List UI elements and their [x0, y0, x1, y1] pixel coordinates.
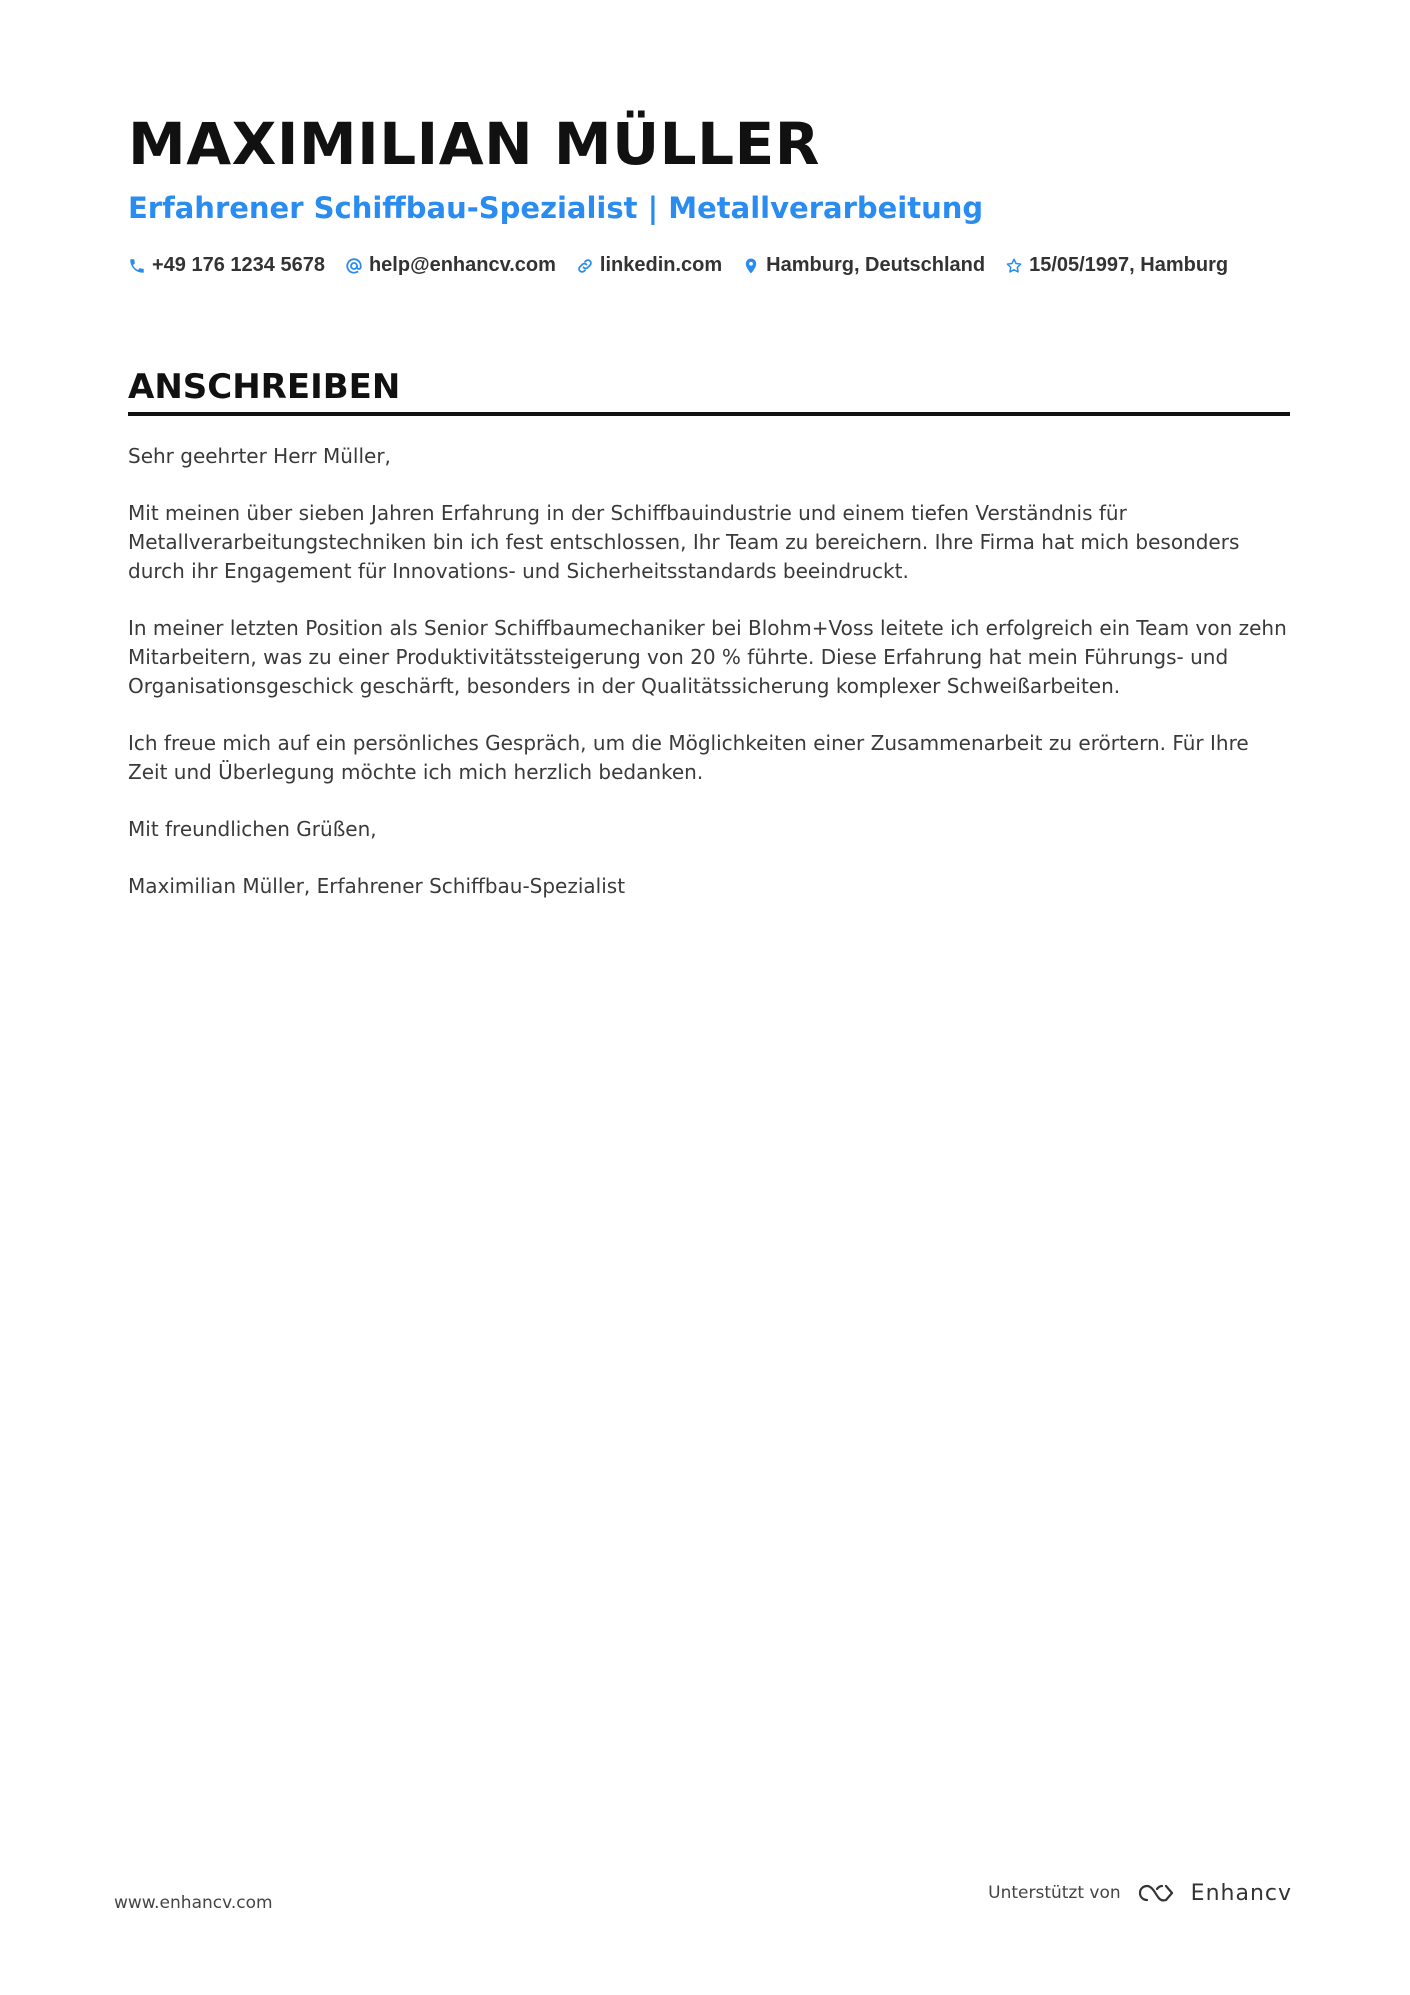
contact-birth-text: 15/05/1997, Hamburg [1029, 254, 1229, 276]
contact-phone-text: +49 176 1234 5678 [152, 254, 325, 276]
contact-birth [1005, 254, 1228, 277]
letter-salutation: Sehr geehrter Herr Müller, [128, 444, 391, 468]
phone-icon [128, 257, 146, 275]
header [128, 110, 1288, 277]
section-divider [128, 412, 1290, 416]
letter-paragraph: Mit meinen über sieben Jahren Erfahrung in der Schiffbauindustrie und einem tiefen Verständnis für Metallverarbeitungstechniken bin ich fest entschlossen, Ihr Team zu bereichern. Ihre Firma hat mich besonders durch ihr Engagement für Innovations- und Sicherheitsstandards beeindruckt. [128, 501, 1240, 583]
contact-linkedin-text: linkedin.com [599, 254, 723, 276]
contact-email[interactable] [345, 254, 556, 277]
powered-by-label: Unterstützt von [988, 1883, 1121, 1903]
footer-branding[interactable] [988, 1880, 1292, 1906]
contact-location-text: Hamburg, Deutschland [766, 254, 986, 276]
contact-phone[interactable] [128, 254, 325, 277]
contact-email-text: help@enhancv.com [368, 254, 556, 276]
star-icon [1005, 257, 1023, 275]
contact-linkedin[interactable] [576, 254, 722, 277]
letter-body [128, 442, 1290, 901]
letter-paragraph: In meiner letzten Position als Senior Schiffbaumechaniker bei Blohm+Voss leitete ich erfolgreich ein Team von zehn Mitarbeitern, was zu einer Produktivitätssteigerung von 20 % führte. Diese Erfahrung hat mein Führungs- und Organisationsgeschick geschärft, besonders in der Qualitätssicherung komplexer Schweißarbeiten. [128, 616, 1287, 698]
contact-location [742, 254, 985, 277]
letter-signature: Maximilian Müller, Erfahrener Schiffbau-Spezialist [128, 874, 626, 898]
brand-name: Enhancv [1190, 1880, 1292, 1906]
letter-closing: Mit freundlichen Grüßen, [128, 817, 377, 841]
footer-website[interactable]: www.enhancv.com [114, 1893, 273, 1913]
cover-letter-section [128, 366, 1290, 929]
location-pin-icon [742, 257, 760, 275]
applicant-title: Erfahrener Schiffbau-Spezialist | Metallverarbeitung [128, 191, 984, 225]
section-title: ANSCHREIBEN [128, 367, 401, 407]
applicant-name: MAXIMILIAN MÜLLER [128, 110, 820, 178]
at-icon [345, 257, 363, 275]
letter-paragraph: Ich freue mich auf ein persönliches Gespräch, um die Möglichkeiten einer Zusammenarbeit zu erörtern. Für Ihre Zeit und Überlegung möchte ich mich herzlich bedanken. [128, 731, 1249, 784]
enhancv-logo-icon [1133, 1880, 1179, 1906]
link-icon [576, 257, 594, 275]
contact-bar [128, 254, 1288, 277]
